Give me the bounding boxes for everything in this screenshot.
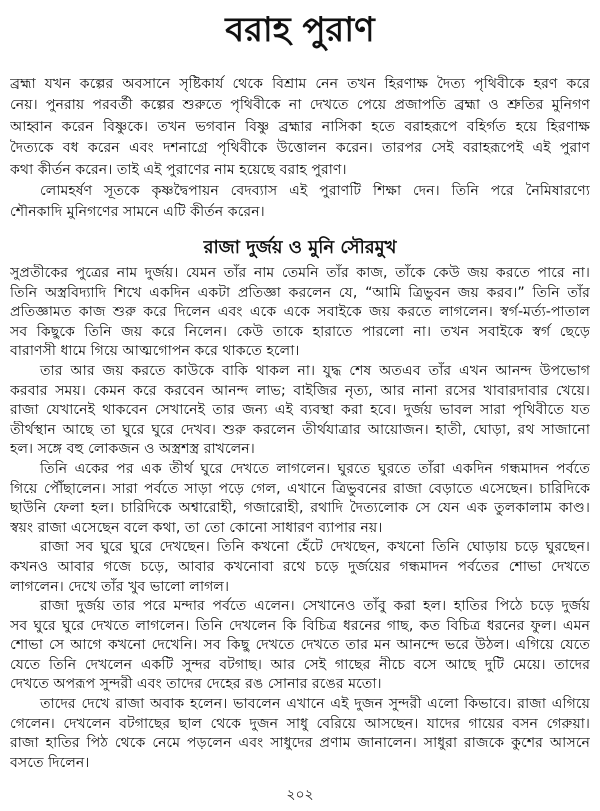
text-line: রাজা দুর্জয় তার পরে মন্দার পর্বতে এলেন। সেখানেও তাঁবু করা হল। হাতির পিঠে চড়ে দুর্জয়	[40, 598, 590, 615]
text-line: আহ্বান করেন বিষ্ণুকে। তখন ভগবান বিষ্ণু ব্রহ্মার নাসিকা হতে বরাহরূপে বহির্গত হয়ে হিরণাক্ষ	[10, 118, 590, 135]
text-line: গেলেন। দেখলেন বটগাছের ছাল থেকে দুজন সাধু বেরিয়ে আসছেন। যাদের গায়ের বসন গেরুয়া।	[10, 715, 590, 732]
paragraph	[10, 695, 590, 773]
paragraph	[10, 538, 590, 597]
text-line: তাদের দেখে রাজা অবাক হলেন। ভাবলেন এখানে এই দুজন সুন্দরী এলো কিভাবে। রাজা এগিয়ে	[40, 696, 590, 713]
text-line: তার আর জয় করতে কাউকে বাকি থাকল না। যুদ্ধ শেষ অতএব তাঁর এখন আনন্দ উপভোগ	[40, 362, 590, 379]
page-title: বরাহ পুরাণ	[225, 10, 375, 50]
text-line: শৌনকাদি মুনিগণের সামনে এটি কীর্তন করেন।	[10, 204, 265, 221]
paragraph	[10, 460, 590, 538]
text-line: কথা কীর্তন করেন। তাই এই পুরাণের নাম হয়েছে বরাহ পুরাণ।	[10, 161, 347, 178]
text-line: সব কিছুকে তিনি জয় করে নিলেন। কেউ তাকে হারাতে পারলো না। তখন সবাইকে স্বর্গ ছেড়ে	[10, 323, 590, 340]
text-line: গিয়ে পৌঁছালেন। সারা পর্বতে সাড়া পড়ে গেল, এখানে ত্রিভুবনের রাজা বেড়াতে এসেছেন। চারিদিকে	[10, 480, 590, 497]
paragraph	[10, 264, 590, 362]
text-line: শোভা সে আগে কখনো দেখেনি। সব কিছু দেখতে দেখতে তার মন আনন্দে ভরে উঠল। এগিয়ে যেতে	[10, 637, 590, 654]
text-line: স্বয়ং রাজা এসেছেন বলে কথা, তা তো কোনো সাধারণ ব্যাপার নয়।	[10, 519, 383, 536]
text-line: রাজা সব ঘুরে ঘুরে দেখছেন। তিনি কখনো হেঁটে দেখছেন, কখনো তিনি ঘোড়ায় চড়ে ঘুরছেন।	[40, 539, 590, 556]
paragraph	[10, 74, 590, 181]
section-heading: রাজা দুর্জয় ও মুনি সৌরমুখ	[203, 237, 397, 258]
text-line: ব্রহ্মা যখন কল্পের অবসানে সৃষ্টিকার্য থেকে বিশ্রাম নেন তখন হিরণাক্ষ দৈত্য পৃথিবীকে হরণ করে	[10, 76, 590, 92]
text-line: নেয়। পুনরায় পরবর্তী কল্পের শুরুতে পৃথিবীকে না দেখতে পেয়ে প্রজাপতি ব্রহ্মা ও শ্রুতির মুনিগণ	[10, 97, 590, 114]
text-line: কখনও আবার গজে চড়ে, আবার কখনোবা রথে চড়ে দুর্জয়ের গন্ধমাদন পর্বতের শোভা দেখতে	[10, 558, 590, 575]
text-line: সব ঘুরে ঘুরে দেখতে লাগলেন। তিনি দেখলেন কি বিচিত্র ধরনের গাছ, কত বিচিত্র ধরনের ফুল। এমন	[10, 617, 590, 634]
text-line: যেতে তিনি দেখলেন একটি সুন্দর বটগাছ। আর সেই গাছের নীচে বসে আছে দুটি মেয়ে। তাদের	[10, 656, 590, 673]
text-line: তিনি একের পর এক তীর্থ ঘুরে দেখতে লাগলেন। ঘুরতে ঘুরতে তাঁরা একদিন গন্ধমাদন পর্বতে	[40, 460, 590, 477]
paragraph	[10, 181, 590, 224]
paragraph	[10, 362, 590, 460]
text-line: করবার সময়। কেমন করে করবেন আনন্দ লাভ; বাইজির নৃত্য, আর নানা রসের খাবারদাবার খেয়ে।	[10, 382, 590, 399]
text-line: হল। সঙ্গে বহু লোকজন ও অস্ত্রশস্ত্র রাখলেন।	[10, 441, 255, 458]
text-line: লাগলেন। দেখে তাঁর খুব ভালো লাগল।	[10, 578, 230, 595]
text-line: সুপ্রতীকের পুত্রের নাম দুর্জয়। যেমন তাঁর নাম তেমনি তাঁর কাজ, তাঁকে কেউ জয় করতে পারে না।	[10, 265, 590, 281]
text-line: রাজা হাতির পিঠ থেকে নেমে পড়লেন এবং সাধুদের প্রণাম জানালেন। সাধুরা রাজকে কুশের আসনে	[10, 735, 590, 752]
paragraph	[10, 597, 590, 695]
text-line: বারাণসী ধামে গিয়ে আত্মগোপন করে থাকতে হলো।	[10, 343, 300, 360]
text-line: তীর্থস্থান আছে তা ঘুরে ঘুরে দেখব। শুরু করলেন তীর্থযাত্রার আয়োজন। হাতী, ঘোড়া, রথ সাজানো	[10, 421, 590, 438]
page-number: ২০২	[286, 787, 314, 803]
text-line: প্রতিজ্ঞামত কাজ শুরু করে দিলেন এবং একে একে সবাইকে জয় করতে লাগলেন। স্বর্গ-মর্ত্য-পাতাল	[10, 304, 590, 321]
text-line: ছাউনি ফেলা হল। চারিদিকে অশ্বারোহী, গজারোহী, রথাদি দৈত্যলোক সে যেন এক তুলকালাম কাণ্ড।	[10, 500, 590, 517]
section-text	[10, 264, 590, 773]
text-line: বসতে দিলেন।	[10, 754, 90, 771]
text-line: তিনি অস্ত্রবিদ্যাদি শিখে একদিন একটা প্রতিজ্ঞা করলেন যে, “আমি ত্রিভুবন জয় করব।” তিনি তাঁর	[10, 284, 590, 301]
intro-text	[10, 74, 590, 224]
text-line: দৈত্যকে বধ করেন এবং দশনাগ্রে পৃথিবীকে উত্তোলন করেন। তারপর সেই বরাহরূপেই এই পুরাণ	[10, 140, 590, 157]
text-line: লোমহর্ষণ সূতকে কৃষ্ণদ্বৈপায়ন বেদব্যাস এই পুরাণটি শিক্ষা দেন। তিনি পরে নৈমিষারণ্যে	[40, 182, 590, 199]
text-line: দেখতে অপরূপ সুন্দরী এবং তাদের দেহের রঙ সোনার রঙের মতো।	[10, 676, 382, 693]
text-line: রাজা যেখানেই থাকবেন সেখানেই তার জন্য এই ব্যবস্থা করা হবে। দুর্জয় ভাবল সারা পৃথিবীতে যত	[10, 402, 590, 419]
